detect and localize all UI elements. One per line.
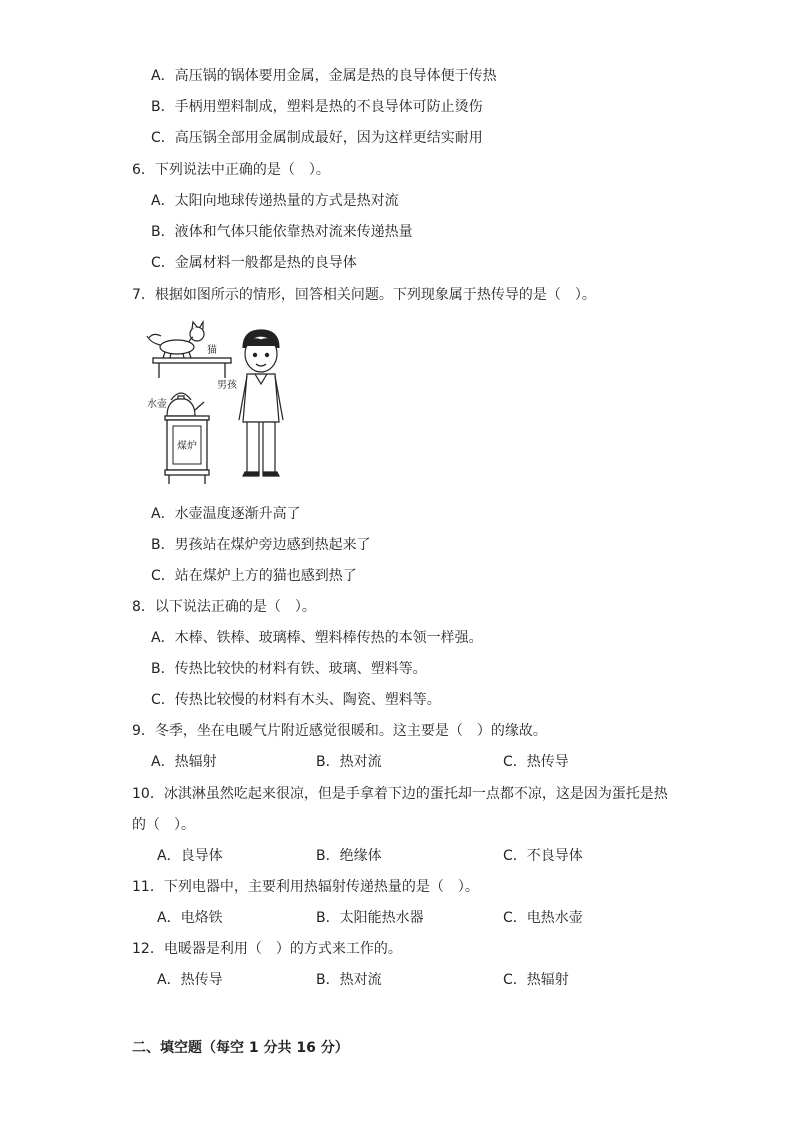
q11-stem: 11．下列电器中，主要利用热辐射传递热量的是（ ）。 (132, 879, 479, 895)
q6-option-a: A．太阳向地球传递热量的方式是热对流 (151, 193, 399, 209)
q11-option-c: C．电热水壶 (503, 910, 583, 926)
q8-option-b: B．传热比较快的材料有铁、玻璃、塑料等。 (151, 661, 427, 677)
cat-label: 猫 (207, 345, 217, 356)
q5-option-a: A．高压锅的锅体要用金属，金属是热的良导体便于传热 (151, 68, 497, 84)
boy-drawing (239, 330, 283, 476)
q11-option-a: A．电烙铁 (157, 910, 223, 926)
kettle-label: 水壶 (147, 399, 167, 410)
cat-drawing (147, 322, 204, 358)
q7-option-c: C．站在煤炉上方的猫也感到热了 (151, 568, 357, 584)
boy-label: 男孩 (217, 380, 237, 391)
q10-option-c: C．不良导体 (503, 848, 583, 864)
shelf (153, 358, 231, 378)
q10-option-b: B．绝缘体 (316, 848, 382, 864)
q10-stem-line2: 的（ ）。 (132, 817, 195, 833)
q6-stem: 6．下列说法中正确的是（ ）。 (132, 162, 330, 178)
kettle-drawing (167, 393, 204, 416)
q9-option-b: B．热对流 (316, 754, 382, 770)
section-2-title: 二、填空题（每空 1 分共 16 分） (132, 1040, 349, 1056)
q6-option-b: B．液体和气体只能依靠热对流来传递热量 (151, 224, 413, 240)
q7-option-a: A．水壶温度逐渐升高了 (151, 506, 301, 522)
q11-option-b: B．太阳能热水器 (316, 910, 424, 926)
q10-stem-line1: 10．冰淇淋虽然吃起来很凉，但是手拿着下边的蛋托却一点都不凉，这是因为蛋托是热 (132, 786, 668, 802)
q5-option-b: B．手柄用塑料制成，塑料是热的不良导体可防止烫伤 (151, 99, 483, 115)
q8-option-a: A．木棒、铁棒、玻璃棒、塑料棒传热的本领一样强。 (151, 630, 483, 646)
q12-option-b: B．热对流 (316, 972, 382, 988)
q8-stem: 8．以下说法正确的是（ ）。 (132, 599, 316, 615)
q12-option-c: C．热辐射 (503, 972, 569, 988)
q12-option-a: A．热传导 (157, 972, 223, 988)
q10-option-a: A．良导体 (157, 848, 223, 864)
q9-option-a: A．热辐射 (151, 754, 217, 770)
q7-stem: 7．根据如图所示的情形，回答相关问题。下列现象属于热传导的是（ ）。 (132, 287, 596, 303)
q8-option-c: C．传热比较慢的材料有木头、陶瓷、塑料等。 (151, 692, 441, 708)
q6-option-c: C．金属材料一般都是热的良导体 (151, 255, 357, 271)
q9-option-c: C．热传导 (503, 754, 569, 770)
q12-stem: 12．电暖器是利用（ ）的方式来工作的。 (132, 941, 402, 957)
stove-label: 煤炉 (177, 441, 197, 452)
q7-option-b: B．男孩站在煤炉旁边感到热起来了 (151, 537, 371, 553)
q5-option-c: C．高压锅全部用金属制成最好，因为这样更结实耐用 (151, 130, 483, 146)
q7-figure (131, 318, 371, 493)
q9-stem: 9．冬季，坐在电暖气片附近感觉很暖和。这主要是（ ）的缘故。 (132, 723, 547, 739)
